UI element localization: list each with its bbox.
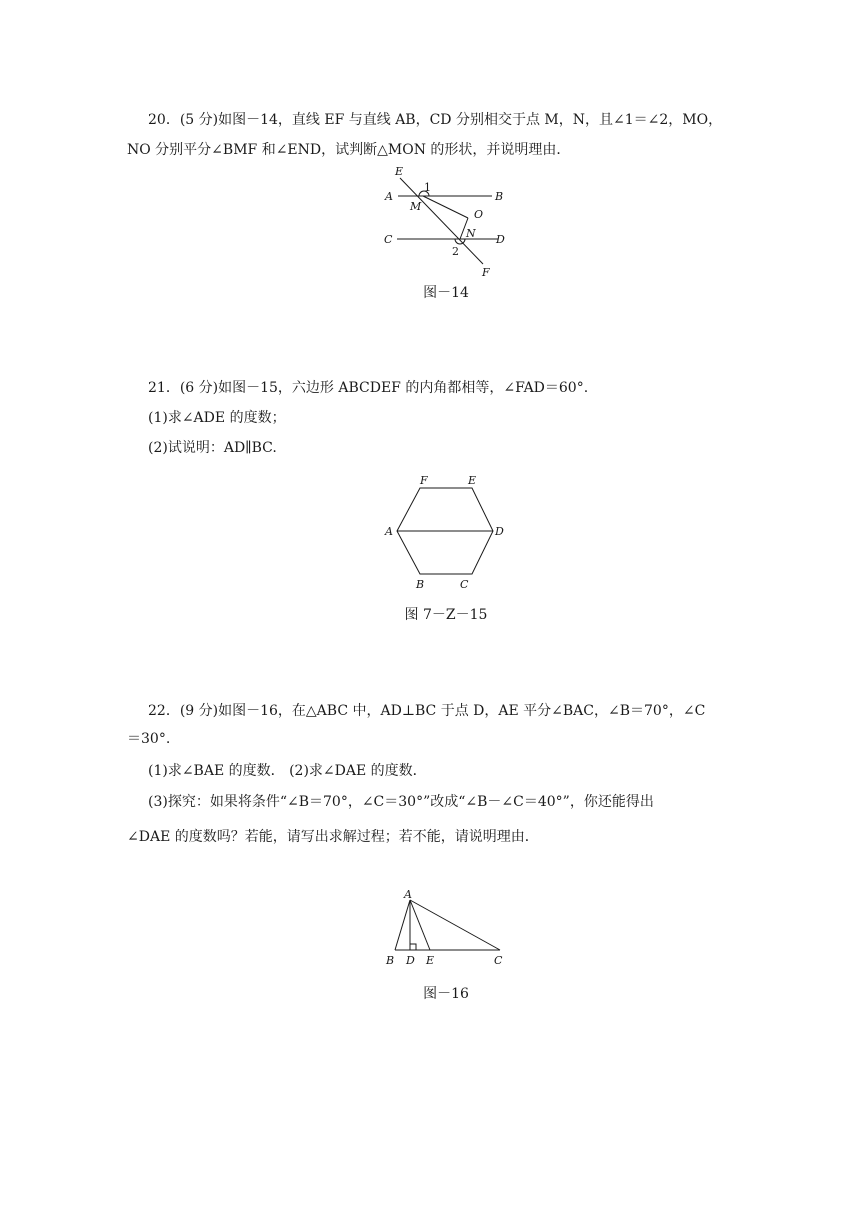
label-2: 2 [452,245,459,258]
q22-line-3: (1)求∠BAE 的度数． (2)求∠DAE 的度数． [148,763,427,779]
bisector-ae [410,900,430,950]
label-a: A [404,888,412,901]
q20-line-2: NO 分别平分∠BMF 和∠END，试判断△MON 的形状，并说明理由． [127,142,571,158]
segment-ac [410,900,500,950]
figure-15 [378,470,518,600]
label-n: N [466,227,476,240]
label-1: 1 [424,181,431,194]
label-b: B [386,954,395,967]
figure-15-caption: 图 7－Z－15 [404,607,488,623]
figure-14-caption: 图－14 [423,285,469,301]
label-e: E [468,474,477,487]
label-f: F [482,266,490,279]
q22-line-2: ＝30°. [127,731,171,747]
label-d: D [495,525,504,538]
figure-16 [380,888,510,973]
label-f: F [420,474,428,487]
segment-ab [395,900,410,950]
label-a: A [385,190,393,203]
label-c: C [460,578,469,591]
label-d: D [496,233,505,246]
segment-mo [423,196,468,218]
figure-14 [370,160,530,285]
line-ef [400,178,483,264]
q21-line-3: (2)试说明：AD∥BC. [148,440,277,456]
label-b: B [416,578,425,591]
q22-line-4: (3)探究：如果将条件“∠B＝70°，∠C＝30°”改成“∠B－∠C＝40°”，你还能得出 [148,794,654,810]
label-d: D [406,954,415,967]
label-m: M [410,200,422,213]
label-e: E [426,954,435,967]
right-angle-mark [410,944,416,950]
q22-line-5: ∠DAE 的度数吗？若能，请写出求解过程；若不能，请说明理由． [127,829,539,845]
label-c: C [384,233,393,246]
label-e: E [395,165,404,178]
q21-line-2: (1)求∠ADE 的度数； [148,410,286,426]
label-b: B [495,190,504,203]
label-c: C [494,954,503,967]
label-a: A [385,525,393,538]
figure-16-caption: 图－16 [423,986,469,1002]
q21-line-1: 21．(6 分)如图－15，六边形 ABCDEF 的内角都相等，∠FAD＝60°. [148,380,589,396]
q22-line-1: 22．(9 分)如图－16，在△ABC 中，AD⊥BC 于点 D，AE 平分∠BAC，∠B＝70°，∠C [148,703,706,719]
label-o: O [474,208,484,221]
q20-line-1: 20．(5 分)如图－14，直线 EF 与直线 AB，CD 分别相交于点 M，N，且∠1＝∠2，MO， [148,112,723,128]
